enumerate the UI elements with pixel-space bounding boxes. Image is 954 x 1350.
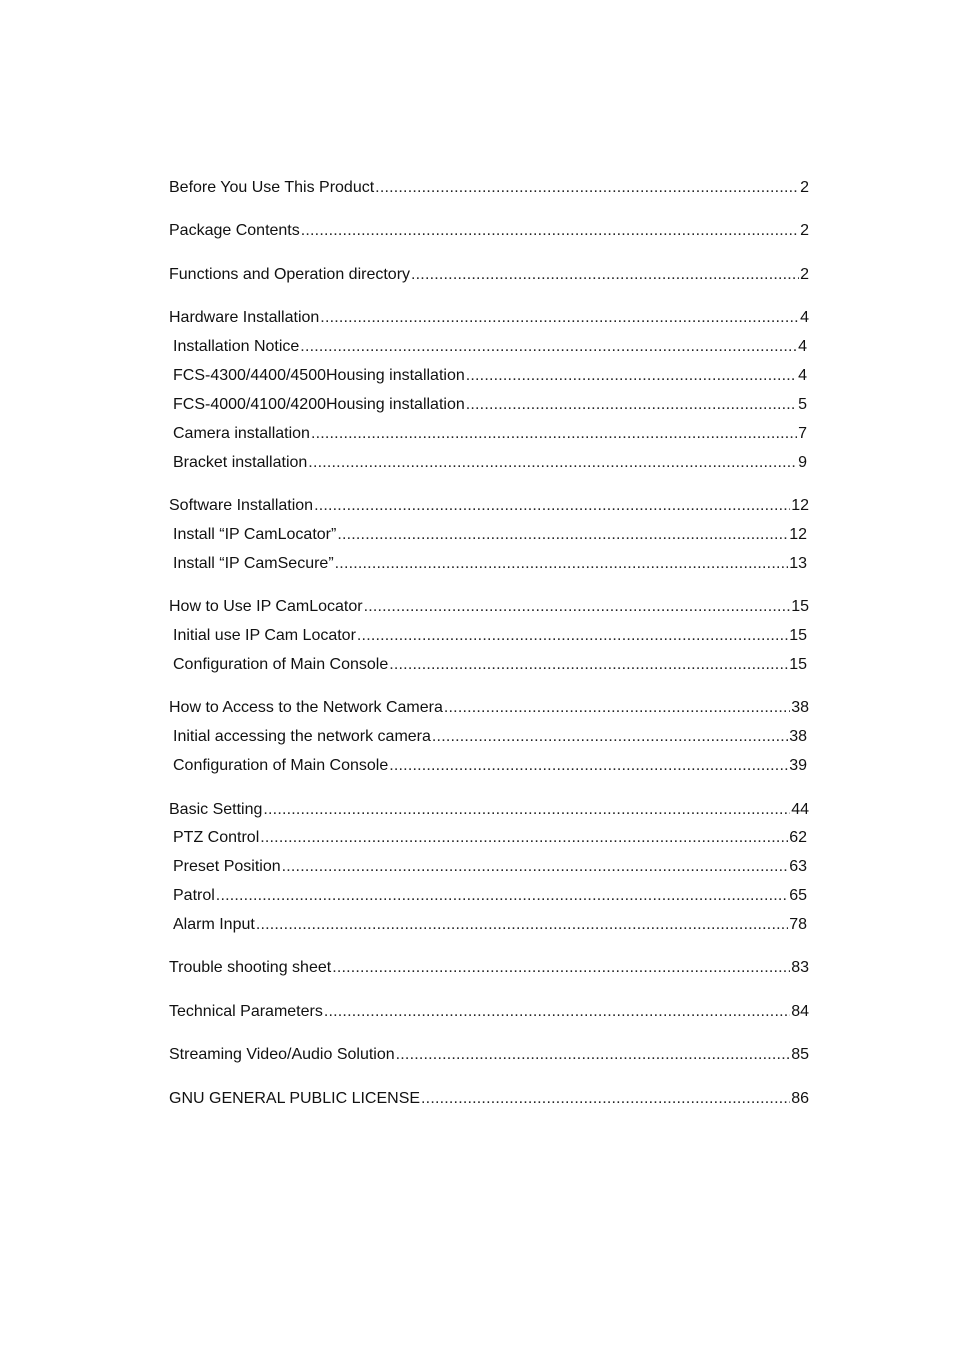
toc-page-number: 15 bbox=[789, 655, 807, 673]
toc-subsection-entry[interactable] bbox=[169, 828, 810, 857]
toc-dot-leader bbox=[311, 424, 797, 444]
toc-entry-title: Bracket installation bbox=[173, 453, 308, 471]
toc-section-entry[interactable] bbox=[169, 1045, 810, 1074]
toc-page-number: 4 bbox=[798, 366, 807, 384]
toc-page-number: 2 bbox=[800, 265, 809, 283]
toc-entry-title: Functions and Operation directory bbox=[169, 265, 411, 283]
toc-entry-title: Before You Use This Product bbox=[169, 179, 375, 196]
toc-subsection-entry[interactable] bbox=[169, 554, 810, 583]
toc-entry-title: FCS-4000/4100/4200Housing installation bbox=[173, 395, 465, 413]
toc-subsection-entry[interactable] bbox=[169, 756, 810, 785]
toc-section-entry[interactable] bbox=[169, 496, 810, 525]
toc-entry-title: Package Contents bbox=[169, 222, 300, 240]
table-of-contents bbox=[169, 178, 810, 1118]
toc-dot-leader bbox=[466, 366, 797, 386]
toc-entry-title: Configuration of Main Console bbox=[173, 655, 389, 673]
toc-subsection-entry[interactable] bbox=[169, 424, 810, 453]
toc-page-number: 12 bbox=[789, 525, 807, 543]
toc-subsection-entry[interactable] bbox=[169, 453, 810, 482]
toc-subsection-entry[interactable] bbox=[169, 626, 810, 655]
toc-page-number: 62 bbox=[789, 829, 807, 847]
toc-subsection-entry[interactable] bbox=[169, 857, 810, 886]
toc-section-entry[interactable] bbox=[169, 597, 810, 626]
toc-page-number: 7 bbox=[798, 424, 807, 442]
toc-entry-title: Hardware Installation bbox=[169, 309, 320, 327]
toc-entry-title: Preset Position bbox=[173, 858, 281, 876]
toc-entry-title: FCS-4300/4400/4500Housing installation bbox=[173, 366, 465, 384]
toc-page-number: 63 bbox=[789, 858, 807, 876]
toc-section-entry[interactable] bbox=[169, 178, 810, 207]
toc-subsection-entry[interactable] bbox=[169, 395, 810, 424]
toc-entry-title: Technical Parameters bbox=[169, 1002, 323, 1020]
toc-page-number: 15 bbox=[791, 598, 809, 616]
toc-page-number: 4 bbox=[800, 309, 809, 327]
toc-page-number: 44 bbox=[791, 800, 809, 818]
toc-entry-title: Initial use IP Cam Locator bbox=[173, 627, 356, 645]
toc-dot-leader bbox=[324, 1002, 790, 1022]
toc-entry-title: Alarm Input bbox=[173, 916, 255, 934]
toc-section-entry[interactable] bbox=[169, 221, 810, 250]
toc-page-number: 12 bbox=[791, 497, 809, 515]
toc-entry-title: Initial accessing the network camera bbox=[173, 728, 431, 746]
toc-entry-title: Basic Setting bbox=[169, 800, 263, 818]
toc-page-number: 84 bbox=[791, 1002, 809, 1020]
toc-page-number: 38 bbox=[791, 699, 809, 717]
toc-page-number: 9 bbox=[798, 453, 807, 471]
toc-page-number: 2 bbox=[800, 222, 809, 240]
toc-dot-leader bbox=[432, 727, 788, 747]
toc-page-number: 13 bbox=[789, 554, 807, 572]
toc-page-number: 83 bbox=[791, 959, 809, 977]
toc-dot-leader bbox=[301, 221, 799, 241]
toc-dot-leader bbox=[466, 395, 797, 415]
toc-page-number: 4 bbox=[798, 338, 807, 356]
toc-section-entry[interactable] bbox=[169, 698, 810, 727]
toc-page-number: 39 bbox=[789, 757, 807, 775]
toc-page-number: 5 bbox=[798, 395, 807, 413]
toc-subsection-entry[interactable] bbox=[169, 366, 810, 395]
toc-entry-title: Configuration of Main Console bbox=[173, 757, 389, 775]
toc-entry-title: Camera installation bbox=[173, 424, 310, 442]
toc-dot-leader bbox=[300, 337, 797, 357]
toc-page-number: 86 bbox=[791, 1089, 809, 1107]
toc-section-entry[interactable] bbox=[169, 1002, 810, 1031]
toc-dot-leader bbox=[375, 178, 799, 198]
toc-entry-title: Installation Notice bbox=[173, 338, 300, 356]
toc-subsection-entry[interactable] bbox=[169, 655, 810, 684]
toc-entry-title: How to Access to the Network Camera bbox=[169, 699, 443, 717]
toc-section-entry[interactable] bbox=[169, 958, 810, 987]
toc-dot-leader bbox=[314, 496, 790, 516]
toc-dot-leader bbox=[320, 308, 799, 328]
toc-dot-leader bbox=[332, 958, 790, 978]
toc-dot-leader bbox=[444, 698, 790, 718]
toc-page-number: 65 bbox=[789, 887, 807, 905]
toc-entry-title: Software Installation bbox=[169, 497, 314, 515]
toc-page-number: 78 bbox=[789, 916, 807, 934]
toc-section-entry[interactable] bbox=[169, 1089, 810, 1118]
toc-dot-leader bbox=[389, 756, 788, 776]
toc-subsection-entry[interactable] bbox=[169, 886, 810, 915]
toc-dot-leader bbox=[421, 1089, 790, 1109]
toc-entry-title: Trouble shooting sheet bbox=[169, 959, 332, 977]
toc-dot-leader bbox=[389, 655, 788, 675]
toc-subsection-entry[interactable] bbox=[169, 337, 810, 366]
toc-section-entry[interactable] bbox=[169, 308, 810, 337]
toc-entry-title: How to Use IP CamLocator bbox=[169, 598, 363, 616]
toc-dot-leader bbox=[256, 915, 788, 935]
toc-dot-leader bbox=[260, 828, 788, 848]
toc-page-number: 15 bbox=[789, 627, 807, 645]
toc-entry-title: GNU GENERAL PUBLIC LICENSE bbox=[169, 1089, 421, 1107]
toc-dot-leader bbox=[282, 857, 789, 877]
toc-page-number: 2 bbox=[800, 179, 809, 196]
toc-dot-leader bbox=[216, 886, 788, 906]
toc-entry-title: Install “IP CamLocator” bbox=[173, 525, 337, 543]
toc-section-entry[interactable] bbox=[169, 265, 810, 294]
toc-dot-leader bbox=[335, 554, 789, 574]
toc-dot-leader bbox=[411, 265, 799, 285]
toc-dot-leader bbox=[396, 1045, 791, 1065]
toc-entry-title: Streaming Video/Audio Solution bbox=[169, 1046, 395, 1064]
toc-entry-title: Patrol bbox=[173, 887, 215, 905]
toc-subsection-entry[interactable] bbox=[169, 727, 810, 756]
toc-dot-leader bbox=[308, 453, 797, 473]
toc-entry-title: Install “IP CamSecure” bbox=[173, 554, 334, 572]
toc-dot-leader bbox=[337, 525, 788, 545]
toc-page-number: 85 bbox=[791, 1046, 809, 1064]
toc-section-entry[interactable] bbox=[169, 800, 810, 829]
toc-dot-leader bbox=[263, 800, 790, 820]
toc-dot-leader bbox=[357, 626, 788, 646]
toc-page-number: 38 bbox=[789, 728, 807, 746]
toc-dot-leader bbox=[364, 597, 791, 617]
toc-subsection-entry[interactable] bbox=[169, 915, 810, 944]
toc-entry-title: PTZ Control bbox=[173, 829, 260, 847]
toc-subsection-entry[interactable] bbox=[169, 525, 810, 554]
